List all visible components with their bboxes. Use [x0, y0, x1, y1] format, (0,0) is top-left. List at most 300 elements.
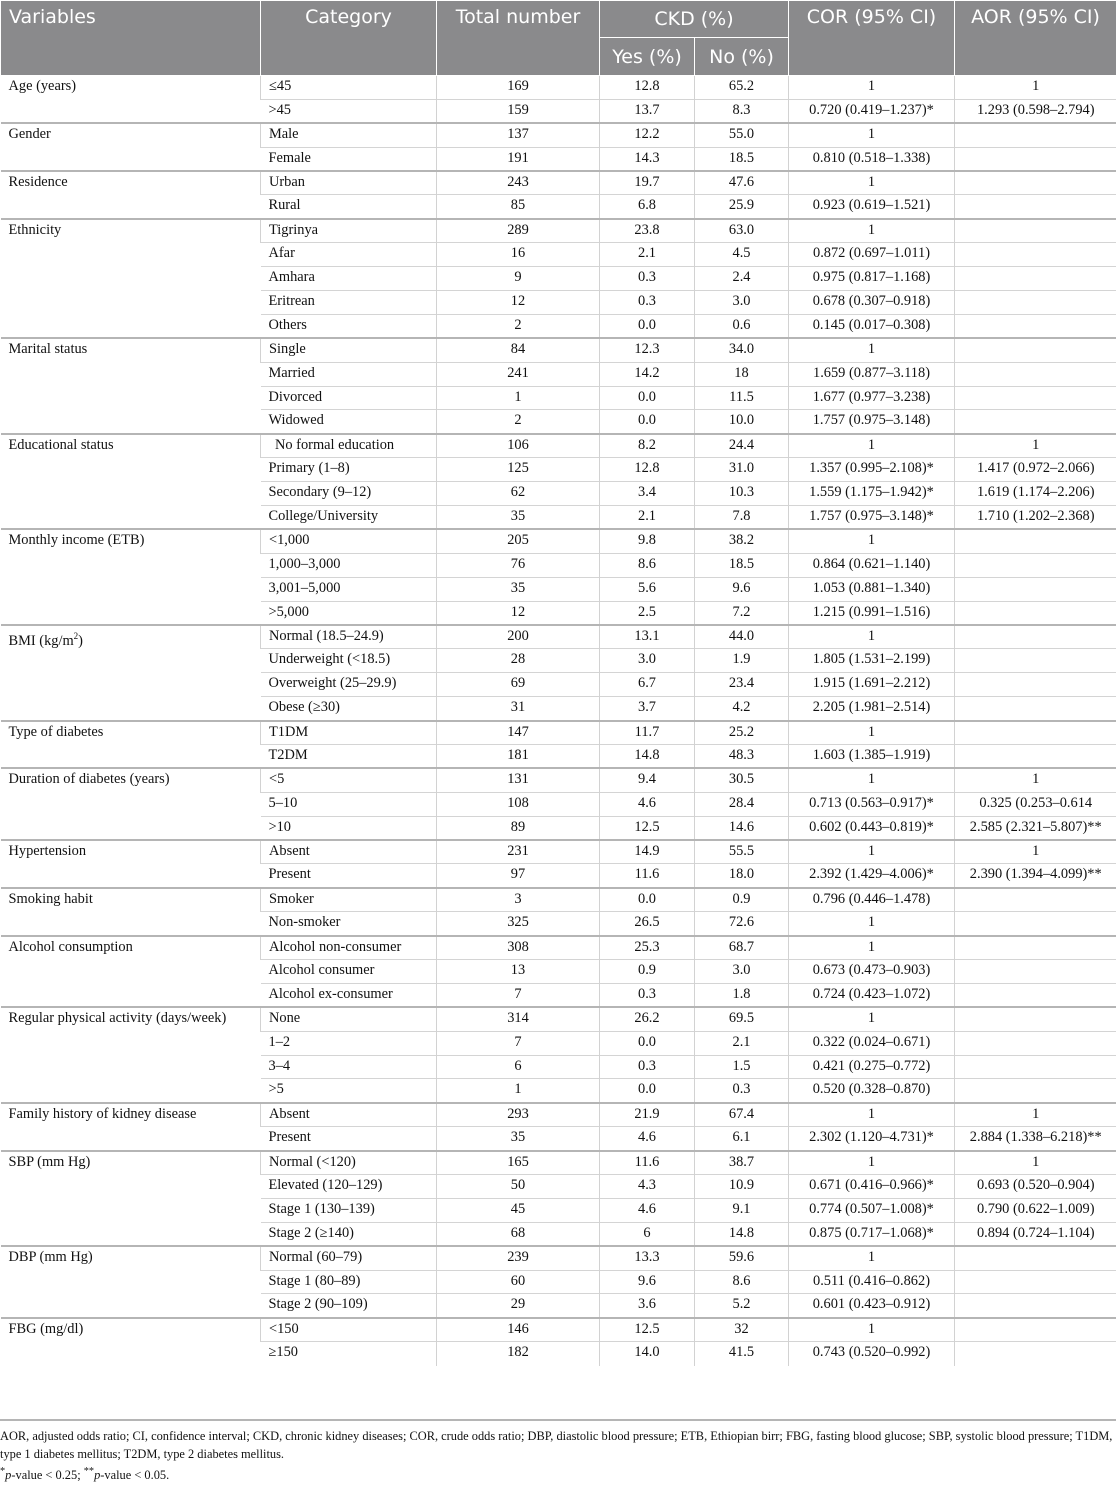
total-number-cell: 13 [437, 959, 600, 983]
ckd-yes-cell: 0.9 [600, 959, 695, 983]
header-category: Category [261, 1, 437, 76]
aor-cell [955, 1055, 1116, 1079]
variable-label: Alcohol consumption [8, 938, 133, 955]
table-row [1, 1007, 1116, 1031]
variable-label: Educational status [8, 436, 114, 453]
cor-cell: 0.678 (0.307–0.918) [789, 291, 955, 315]
sig1-mark: * [0, 1466, 6, 1477]
cor-cell: 1 [789, 768, 955, 792]
ckd-yes-cell: 6.7 [600, 673, 695, 697]
cor-cell: 2.392 (1.429–4.006)* [789, 864, 955, 888]
sig1-text: -value < 0.25; [11, 1468, 84, 1483]
ckd-no-cell: 47.6 [695, 171, 789, 195]
variable-cell [1, 768, 261, 840]
cor-cell: 1.915 (1.691–2.212) [789, 673, 955, 697]
ckd-yes-cell: 11.6 [600, 864, 695, 888]
ckd-yes-cell: 13.7 [600, 99, 695, 123]
ckd-yes-cell: 26.2 [600, 1007, 695, 1031]
aor-cell [955, 529, 1116, 553]
ckd-yes-cell: 12.5 [600, 1318, 695, 1342]
aor-cell: 1 [955, 76, 1116, 100]
ckd-yes-cell: 3.4 [600, 482, 695, 506]
table-row [1, 888, 1116, 912]
aor-cell: 1 [955, 1151, 1116, 1175]
cor-cell: 0.713 (0.563–0.917)* [789, 792, 955, 816]
table-header [1, 1, 1116, 76]
category-cell: Alcohol ex-consumer [268, 985, 393, 1002]
total-number-cell: 31 [437, 697, 600, 721]
category-cell: Smoker [261, 888, 437, 912]
total-number-cell: 205 [437, 529, 600, 553]
ckd-yes-cell: 9.6 [600, 1270, 695, 1294]
ckd-no-cell: 65.2 [695, 76, 789, 100]
ckd-no-cell: 0.9 [695, 888, 789, 912]
category-cell: Alcohol consumer [268, 961, 375, 978]
aor-cell [955, 625, 1116, 649]
ckd-yes-cell: 25.3 [600, 936, 695, 960]
ckd-yes-cell: 0.3 [600, 1055, 695, 1079]
ckd-no-cell: 38.2 [695, 529, 789, 553]
sig2-text: -value < 0.05. [100, 1468, 170, 1483]
ckd-no-cell: 63.0 [695, 219, 789, 243]
aor-cell [955, 912, 1116, 936]
total-number-cell: 84 [437, 338, 600, 362]
ckd-yes-cell: 5.6 [600, 577, 695, 601]
ckd-yes-cell: 8.2 [600, 434, 695, 458]
total-number-cell: 7 [437, 983, 600, 1007]
variable-label: Residence [8, 174, 68, 191]
ckd-yes-cell: 3.6 [600, 1294, 695, 1318]
variable-cell [1, 1007, 261, 1103]
cor-cell: 2.205 (1.981–2.514) [789, 697, 955, 721]
total-number-cell: 9 [437, 267, 600, 291]
ckd-no-cell: 5.2 [695, 1294, 789, 1318]
cor-cell: 0.671 (0.416–0.966)* [789, 1174, 955, 1198]
ckd-no-cell: 59.6 [695, 1246, 789, 1270]
cor-cell: 1 [789, 1151, 955, 1175]
table-row [1, 219, 1116, 243]
ckd-yes-cell: 2.1 [600, 243, 695, 267]
ckd-no-cell: 41.5 [695, 1342, 789, 1366]
table-row [1, 1151, 1116, 1175]
variable-cell [1, 338, 261, 434]
ckd-no-cell: 2.1 [695, 1031, 789, 1055]
ckd-yes-cell: 0.0 [600, 1031, 695, 1055]
footnote-significance [0, 1463, 1116, 1484]
table-row [1, 76, 1116, 100]
ckd-yes-cell: 4.6 [600, 1127, 695, 1151]
ckd-yes-cell: 4.6 [600, 1198, 695, 1222]
category-cell: Secondary (9–12) [268, 484, 372, 501]
variable-label: SBP (mm Hg) [8, 1153, 91, 1170]
category-cell: Overweight (25–29.9) [268, 675, 397, 692]
ckd-yes-cell: 2.5 [600, 601, 695, 625]
cor-cell: 1.603 (1.385–1.919) [789, 744, 955, 768]
aor-cell [955, 959, 1116, 983]
ckd-no-cell: 24.4 [695, 434, 789, 458]
aor-cell [955, 1246, 1116, 1270]
ckd-yes-cell: 14.3 [600, 147, 695, 171]
ckd-yes-cell: 0.0 [600, 1079, 695, 1103]
ckd-no-cell: 18.0 [695, 864, 789, 888]
header-cor: COR (95% CI) [789, 1, 955, 76]
total-number-cell: 169 [437, 76, 600, 100]
aor-cell [955, 195, 1116, 219]
variable-label: Family history of kidney disease [8, 1105, 197, 1122]
aor-cell [955, 553, 1116, 577]
aor-cell [955, 338, 1116, 362]
ckd-no-cell: 11.5 [695, 386, 789, 410]
cor-cell: 0.875 (0.717–1.068)* [789, 1222, 955, 1246]
aor-cell [955, 888, 1116, 912]
category-cell: >5,000 [268, 603, 309, 620]
cor-cell: 1 [789, 1318, 955, 1342]
ckd-no-cell: 31.0 [695, 458, 789, 482]
ckd-no-cell: 18.5 [695, 553, 789, 577]
cor-cell: 1 [789, 936, 955, 960]
aor-cell [955, 362, 1116, 386]
category-cell: Stage 1 (80–89) [268, 1272, 361, 1289]
ckd-yes-cell: 6.8 [600, 195, 695, 219]
table-row [1, 936, 1116, 960]
total-number-cell: 2 [437, 314, 600, 338]
category-cell: Absent [261, 1103, 437, 1127]
total-number-cell: 12 [437, 601, 600, 625]
variable-cell [1, 888, 261, 936]
ckd-yes-cell: 12.8 [600, 76, 695, 100]
table-row [1, 721, 1116, 745]
ckd-no-cell: 10.9 [695, 1174, 789, 1198]
ckd-yes-cell: 11.7 [600, 721, 695, 745]
variable-cell [1, 171, 261, 219]
aor-cell [955, 577, 1116, 601]
table-row [1, 1318, 1116, 1342]
total-number-cell: 131 [437, 768, 600, 792]
ckd-no-cell: 9.1 [695, 1198, 789, 1222]
category-cell: >45 [268, 101, 292, 118]
ckd-no-cell: 32 [695, 1318, 789, 1342]
aor-cell: 1.417 (0.972–2.066) [955, 458, 1116, 482]
category-cell: Non-smoker [268, 914, 341, 931]
ckd-no-cell: 38.7 [695, 1151, 789, 1175]
aor-cell [955, 1342, 1116, 1366]
cor-cell: 1.677 (0.977–3.238) [789, 386, 955, 410]
header-ckd: CKD (%) [600, 1, 789, 38]
category-cell: >10 [268, 818, 292, 835]
aor-cell [955, 386, 1116, 410]
variable-label: Regular physical activity (days/week) [8, 1010, 227, 1027]
ckd-no-cell: 0.3 [695, 1079, 789, 1103]
category-cell: Urban [261, 171, 437, 195]
category-cell: Afar [268, 245, 295, 262]
total-number-cell: 76 [437, 553, 600, 577]
category-cell: Underweight (<18.5) [268, 651, 391, 668]
cor-cell: 1.805 (1.531–2.199) [789, 649, 955, 673]
cor-cell: 1.215 (0.991–1.516) [789, 601, 955, 625]
total-number-cell: 231 [437, 840, 600, 864]
total-number-cell: 12 [437, 291, 600, 315]
cor-cell: 0.774 (0.507–1.008)* [789, 1198, 955, 1222]
cor-cell: 2.302 (1.120–4.731)* [789, 1127, 955, 1151]
category-cell: None [261, 1007, 437, 1031]
aor-cell [955, 314, 1116, 338]
total-number-cell: 146 [437, 1318, 600, 1342]
sig2-mark: ** [83, 1466, 95, 1477]
ckd-yes-cell: 11.6 [600, 1151, 695, 1175]
header-no: No (%) [695, 38, 789, 76]
ckd-yes-cell: 9.4 [600, 768, 695, 792]
ckd-yes-cell: 21.9 [600, 1103, 695, 1127]
aor-cell [955, 673, 1116, 697]
aor-cell [955, 936, 1116, 960]
ckd-no-cell: 25.2 [695, 721, 789, 745]
aor-cell [955, 697, 1116, 721]
ckd-no-cell: 14.6 [695, 816, 789, 840]
cor-cell: 0.864 (0.621–1.140) [789, 553, 955, 577]
header-total-number: Total number [437, 1, 600, 76]
cor-cell: 1 [789, 912, 955, 936]
total-number-cell: 137 [437, 123, 600, 147]
ckd-no-cell: 1.9 [695, 649, 789, 673]
aor-cell: 2.390 (1.394–4.099)** [955, 864, 1116, 888]
aor-cell [955, 1007, 1116, 1031]
total-number-cell: 28 [437, 649, 600, 673]
cor-cell: 1.357 (0.995–2.108)* [789, 458, 955, 482]
ckd-no-cell: 0.6 [695, 314, 789, 338]
category-cell: 1–2 [268, 1033, 291, 1050]
total-number-cell: 2 [437, 410, 600, 434]
aor-cell [955, 744, 1116, 768]
cor-cell: 0.975 (0.817–1.168) [789, 267, 955, 291]
category-cell: Divorced [268, 388, 323, 405]
category-cell: Others [268, 316, 307, 333]
ckd-no-cell: 48.3 [695, 744, 789, 768]
ckd-no-cell: 44.0 [695, 625, 789, 649]
category-cell: Present [268, 1129, 311, 1146]
table-row [1, 1103, 1116, 1127]
variable-cell [1, 434, 261, 530]
aor-cell [955, 291, 1116, 315]
total-number-cell: 85 [437, 195, 600, 219]
total-number-cell: 97 [437, 864, 600, 888]
category-cell: Married [268, 364, 315, 381]
total-number-cell: 289 [437, 219, 600, 243]
total-number-cell: 191 [437, 147, 600, 171]
ckd-no-cell: 14.8 [695, 1222, 789, 1246]
aor-cell: 1 [955, 768, 1116, 792]
category-cell: Elevated (120–129) [268, 1176, 383, 1193]
header-aor: AOR (95% CI) [955, 1, 1116, 76]
variable-label: Smoking habit [8, 890, 93, 907]
variable-label: Hypertension [8, 843, 87, 859]
ckd-no-cell: 7.2 [695, 601, 789, 625]
ckd-yes-cell: 0.0 [600, 410, 695, 434]
table-body [1, 76, 1116, 1366]
total-number-cell: 125 [437, 458, 600, 482]
variable-superscript: 2 [73, 630, 79, 641]
ckd-yes-cell: 2.1 [600, 506, 695, 530]
category-cell: <1,000 [261, 529, 437, 553]
category-cell: 3,001–5,000 [268, 579, 341, 596]
category-cell: Single [261, 338, 437, 362]
category-cell: Alcohol non-consumer [261, 936, 437, 960]
category-cell: Obese (≥30) [268, 699, 340, 716]
category-cell: Normal (18.5–24.9) [261, 625, 437, 649]
table-row [1, 1246, 1116, 1270]
total-number-cell: 325 [437, 912, 600, 936]
cor-cell: 1 [789, 123, 955, 147]
aor-cell: 1.293 (0.598–2.794) [955, 99, 1116, 123]
total-number-cell: 293 [437, 1103, 600, 1127]
category-cell: Stage 2 (≥140) [268, 1224, 354, 1241]
total-number-cell: 3 [437, 888, 600, 912]
ckd-no-cell: 67.4 [695, 1103, 789, 1127]
category-cell: No formal education [261, 434, 437, 458]
ckd-no-cell: 23.4 [695, 673, 789, 697]
ckd-yes-cell: 3.7 [600, 697, 695, 721]
cor-cell: 1 [789, 1246, 955, 1270]
ckd-yes-cell: 12.3 [600, 338, 695, 362]
total-number-cell: 147 [437, 721, 600, 745]
category-cell: Male [261, 123, 437, 147]
variable-cell [1, 1246, 261, 1318]
category-cell: College/University [268, 508, 379, 525]
header-variables: Variables [1, 1, 261, 76]
aor-cell [955, 1270, 1116, 1294]
cor-cell: 1 [789, 1103, 955, 1127]
aor-cell [955, 1031, 1116, 1055]
cor-cell: 1 [789, 625, 955, 649]
total-number-cell: 165 [437, 1151, 600, 1175]
table-row [1, 840, 1116, 864]
cor-cell: 0.520 (0.328–0.870) [789, 1079, 955, 1103]
table-row [1, 123, 1116, 147]
cor-cell: 1.757 (0.975–3.148) [789, 410, 955, 434]
ckd-yes-cell: 14.2 [600, 362, 695, 386]
variable-cell [1, 936, 261, 1008]
ckd-no-cell: 8.6 [695, 1270, 789, 1294]
aor-cell [955, 243, 1116, 267]
ckd-yes-cell: 14.0 [600, 1342, 695, 1366]
variable-cell [1, 1103, 261, 1151]
cor-cell: 0.743 (0.520–0.992) [789, 1342, 955, 1366]
variable-cell [1, 76, 261, 124]
aor-cell [955, 601, 1116, 625]
ckd-no-cell: 9.6 [695, 577, 789, 601]
category-cell: T1DM [261, 721, 437, 745]
total-number-cell: 1 [437, 1079, 600, 1103]
total-number-cell: 182 [437, 1342, 600, 1366]
header-yes: Yes (%) [600, 38, 695, 76]
aor-cell [955, 219, 1116, 243]
ckd-no-cell: 28.4 [695, 792, 789, 816]
category-cell: Stage 1 (130–139) [268, 1200, 375, 1217]
ckd-no-cell: 69.5 [695, 1007, 789, 1031]
ckd-no-cell: 30.5 [695, 768, 789, 792]
table-row [1, 338, 1116, 362]
total-number-cell: 89 [437, 816, 600, 840]
category-cell: Eritrean [268, 293, 315, 310]
ckd-no-cell: 4.5 [695, 243, 789, 267]
ckd-no-cell: 55.0 [695, 123, 789, 147]
aor-cell: 2.884 (1.338–6.218)** [955, 1127, 1116, 1151]
cor-cell: 0.421 (0.275–0.772) [789, 1055, 955, 1079]
ckd-yes-cell: 0.3 [600, 291, 695, 315]
cor-cell: 1 [789, 1007, 955, 1031]
aor-cell: 1 [955, 434, 1116, 458]
total-number-cell: 29 [437, 1294, 600, 1318]
ckd-yes-cell: 13.3 [600, 1246, 695, 1270]
category-cell: Absent [261, 840, 437, 864]
aor-cell: 0.894 (0.724–1.104) [955, 1222, 1116, 1246]
variable-label: Age (years) [8, 78, 77, 94]
category-cell: Present [268, 866, 311, 883]
category-cell: <5 [261, 768, 437, 792]
cor-cell: 1.053 (0.881–1.340) [789, 577, 955, 601]
ckd-no-cell: 1.8 [695, 983, 789, 1007]
variable-label-tail: ) [78, 632, 83, 649]
ckd-no-cell: 4.2 [695, 697, 789, 721]
total-number-cell: 68 [437, 1222, 600, 1246]
ckd-no-cell: 1.5 [695, 1055, 789, 1079]
cor-cell: 1 [789, 171, 955, 195]
ckd-yes-cell: 4.3 [600, 1174, 695, 1198]
aor-cell: 2.585 (2.321–5.807)** [955, 816, 1116, 840]
aor-cell: 1 [955, 1103, 1116, 1127]
variable-label: DBP (mm Hg) [8, 1249, 93, 1266]
category-cell: Tigrinya [261, 219, 437, 243]
total-number-cell: 45 [437, 1198, 600, 1222]
aor-cell: 1.619 (1.174–2.206) [955, 482, 1116, 506]
total-number-cell: 200 [437, 625, 600, 649]
variable-label: Type of diabetes [8, 723, 104, 740]
category-cell: ≤45 [261, 76, 437, 100]
aor-cell [955, 410, 1116, 434]
cor-cell: 0.673 (0.473–0.903) [789, 959, 955, 983]
sig2-p: p [94, 1468, 101, 1483]
total-number-cell: 243 [437, 171, 600, 195]
variable-cell [1, 840, 261, 888]
variable-label: BMI (kg/m [8, 632, 74, 649]
category-cell: Normal (<120) [261, 1151, 437, 1175]
category-cell: Female [268, 149, 311, 166]
ckd-yes-cell: 3.0 [600, 649, 695, 673]
variable-cell [1, 1151, 261, 1247]
cor-cell: 0.145 (0.017–0.308) [789, 314, 955, 338]
total-number-cell: 7 [437, 1031, 600, 1055]
category-cell: >5 [268, 1081, 284, 1098]
table-row [1, 434, 1116, 458]
ckd-no-cell: 55.5 [695, 840, 789, 864]
aor-cell [955, 983, 1116, 1007]
aor-cell [955, 123, 1116, 147]
category-cell: <150 [261, 1318, 437, 1342]
ckd-no-cell: 6.1 [695, 1127, 789, 1151]
ckd-no-cell: 25.9 [695, 195, 789, 219]
total-number-cell: 62 [437, 482, 600, 506]
aor-cell [955, 649, 1116, 673]
aor-cell: 0.693 (0.520–0.904) [955, 1174, 1116, 1198]
variable-cell [1, 625, 261, 721]
category-cell: Normal (60–79) [261, 1246, 437, 1270]
variable-cell [1, 123, 261, 171]
ckd-yes-cell: 14.9 [600, 840, 695, 864]
ckd-yes-cell: 12.2 [600, 123, 695, 147]
cor-cell: 1.757 (0.975–3.148)* [789, 506, 955, 530]
ckd-yes-cell: 9.8 [600, 529, 695, 553]
cor-cell: 1 [789, 840, 955, 864]
table-row [1, 625, 1116, 649]
